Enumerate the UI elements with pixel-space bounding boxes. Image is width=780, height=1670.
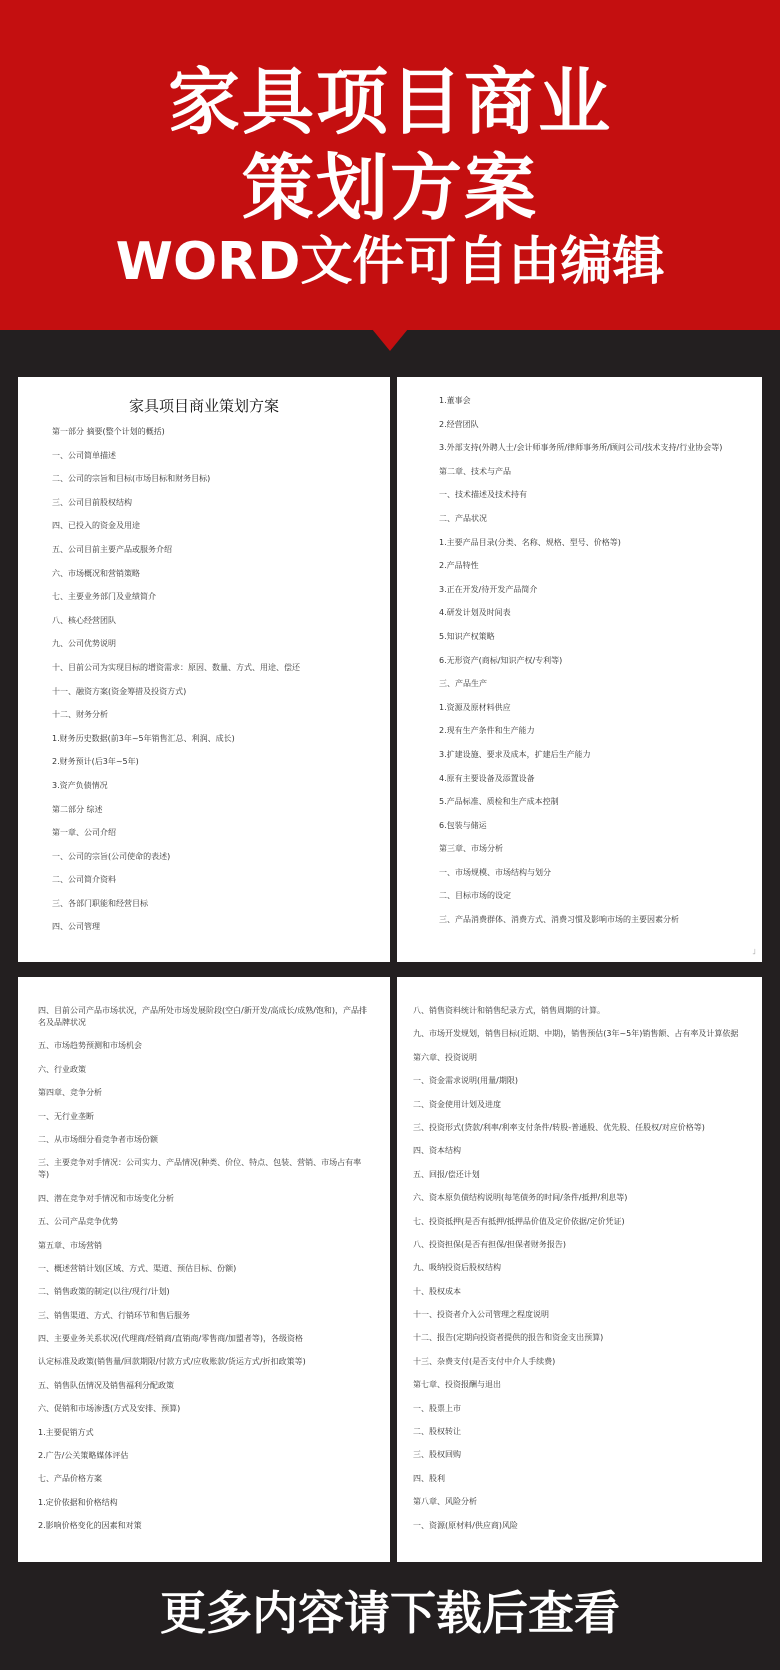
- document-line: 第二章、技术与产品: [439, 466, 511, 476]
- document-line: 2.现有生产条件和生产能力: [439, 726, 535, 736]
- page-lines: [439, 395, 746, 926]
- document-line: 5.知识产权策略: [439, 631, 495, 641]
- document-line: 五、公司产品竞争优势: [38, 1217, 118, 1227]
- document-line: 二、产品状况: [439, 513, 487, 523]
- document-line: 一、资金需求说明(用量/期限): [413, 1076, 518, 1086]
- document-line: 第三章、市场分析: [439, 844, 503, 854]
- document-line: 七、投资抵押(是否有抵押/抵押品价值及定价依据/定价凭证): [413, 1216, 625, 1226]
- document-line: 四、潜在竞争对手情况和市场变化分析: [38, 1193, 174, 1203]
- document-line: 1.财务历史数据(前3年~5年销售汇总、利润、成长): [52, 733, 235, 743]
- footer-cta-text: 更多内容请下载后查看: [160, 1586, 620, 1640]
- header-banner: [0, 0, 780, 330]
- document-line: 4.研发计划及时间表: [439, 608, 511, 618]
- document-line: 第七章、投资报酬与退出: [413, 1380, 501, 1390]
- document-line: 6.包装与储运: [439, 820, 487, 830]
- document-line: 五、回报/偿还计划: [413, 1169, 480, 1179]
- document-line: 二、公司简介资料: [52, 875, 116, 885]
- document-page-4: [397, 977, 762, 1562]
- document-line: 2.经营团队: [439, 419, 479, 429]
- document-line: 五、公司目前主要产品或服务介绍: [52, 544, 172, 554]
- document-line: 2.产品特性: [439, 561, 479, 571]
- document-line: 2.广告/公关策略媒体评估: [38, 1451, 129, 1461]
- document-line: 二、资金使用计划及进度: [413, 1099, 501, 1109]
- document-line: 四、股利: [413, 1473, 445, 1483]
- document-line: 三、股权回购: [413, 1450, 461, 1460]
- banner-title-line2: 策划方案: [241, 146, 538, 230]
- document-line: 1.资源及原材料供应: [439, 702, 511, 712]
- document-line: 3.扩建设施、要求及成本，扩建后生产能力: [439, 749, 591, 759]
- document-line: 七、主要业务部门及业绩简介: [52, 592, 156, 602]
- document-line: 六、行业政策: [38, 1064, 86, 1074]
- document-line: 一、技术描述及技术持有: [439, 490, 527, 500]
- document-line: 十一、投资者介入公司管理之程度说明: [413, 1310, 549, 1320]
- document-line: 第一部分 摘要(整个计划的概括): [52, 427, 165, 436]
- document-line: 一、股票上市: [413, 1403, 461, 1413]
- document-line: 七、产品价格方案: [38, 1474, 102, 1484]
- banner-pointer-arrow: [372, 329, 408, 351]
- document-line: 十、目前公司为实现目标的增资需求：原因、数量、方式、用途、偿还: [52, 662, 300, 672]
- document-line: 四、目前公司产品市场状况，产品所处市场发展阶段(空白/新开发/高成长/成熟/饱和)，产品排名及品牌状况: [38, 1006, 368, 1027]
- document-line: 二、股权转让: [413, 1427, 461, 1437]
- document-line: 二、从市场细分看竞争者市场份额: [38, 1134, 158, 1144]
- document-line: 第五章、市场营销: [38, 1240, 102, 1250]
- document-line: 九、吸纳投资后股权结构: [413, 1263, 501, 1273]
- document-line: 五、销售队伍情况及销售福利分配政策: [38, 1380, 174, 1390]
- document-line: 十三、杂费支付(是否支付中介人手续费): [413, 1356, 556, 1366]
- document-line: 1.主要促销方式: [38, 1427, 94, 1437]
- document-line: 一、公司简单描述: [52, 450, 116, 460]
- page-lines: [52, 426, 368, 933]
- document-line: 1.董事会: [439, 396, 471, 405]
- document-line: 三、产品消费群体、消费方式、消费习惯及影响市场的主要因素分析: [439, 915, 679, 925]
- document-line: 三、各部门职能和经营目标: [52, 898, 148, 908]
- document-line: 第八章、风险分析: [413, 1497, 477, 1507]
- document-line: 1.主要产品目录(分类、名称、规格、型号、价格等): [439, 537, 621, 547]
- document-line: 四、公司管理: [52, 922, 100, 932]
- document-line: 三、产品生产: [439, 679, 487, 689]
- document-line: 十一、融资方案(资金筹措及投资方式): [52, 686, 187, 696]
- document-line: 六、促销和市场渗透(方式及安排、预算): [38, 1404, 181, 1414]
- document-line: 十、股权成本: [413, 1286, 461, 1296]
- document-line: 2.影响价格变化的因素和对策: [38, 1521, 142, 1531]
- document-page-2: [397, 377, 762, 962]
- document-line: 三、主要竞争对手情况：公司实力、产品情况(种类、价位、特点、包装、营销、市场占有率等): [38, 1158, 362, 1180]
- document-line: 第二部分 综述: [52, 804, 103, 814]
- document-line: 第六章、投资说明: [413, 1052, 477, 1062]
- document-line: 八、投资担保(是否有担保/担保者财务报告): [413, 1239, 566, 1249]
- document-line: 三、销售渠道、方式、行销环节和售后服务: [38, 1310, 190, 1320]
- document-line: 一、市场规模、市场结构与划分: [439, 867, 551, 877]
- document-page-1: [18, 377, 390, 962]
- document-line: 八、销售资料统计和销售纪录方式，销售周期的计算。: [413, 1006, 605, 1015]
- document-line: 一、概述营销计划(区域、方式、渠道、预估目标、份额): [38, 1263, 237, 1273]
- document-line: 四、资本结构: [413, 1146, 461, 1156]
- page-lines: [38, 1005, 372, 1532]
- document-line: 三、投资形式(贷款/利率/利率支付条件/转股-普通股、优先股、任股权/对应价格等): [413, 1122, 705, 1132]
- document-line: 3.外部支持(外聘人士/会计师事务所/律师事务所/顾问公司/技术支持/行业协会等): [439, 443, 723, 453]
- document-line: 认定标准及政策(销售量/回款期限/付款方式/应收账款/货运方式/折扣政策等): [38, 1357, 306, 1367]
- page-corner-mark: ˩: [752, 947, 756, 956]
- document-line: 六、资本原负债结构说明(每笔债务的时间/条件/抵押/利息等): [413, 1193, 628, 1203]
- document-line: 九、市场开发规划，销售目标(近期、中期)，销售预估(3年~5年)销售额、占有率及计算依据: [413, 1029, 739, 1039]
- document-line: 四、主要业务关系状况(代理商/经销商/直销商/零售商/加盟者等)，各级资格: [38, 1334, 304, 1344]
- document-line: 第一章、公司介绍: [52, 828, 116, 838]
- page-lines: [413, 1005, 748, 1532]
- document-line: 二、销售政策的制定(以往/现行/计划): [38, 1287, 170, 1297]
- document-line: 2.财务预计(后3年~5年): [52, 757, 139, 767]
- document-title: 家具项目商业策划方案: [128, 397, 279, 415]
- document-line: 3.资产负债情况: [52, 780, 108, 790]
- document-line: 6.无形资产(商标/知识产权/专利等): [439, 655, 563, 665]
- document-line: 八、核心经营团队: [52, 615, 116, 625]
- document-line: 二、目标市场的设定: [439, 891, 511, 901]
- document-line: 一、无行业垄断: [38, 1111, 94, 1121]
- document-line: 三、公司目前股权结构: [52, 497, 132, 507]
- banner-title-line1: 家具项目商业: [167, 60, 612, 144]
- document-line: 第四章、竞争分析: [38, 1088, 102, 1098]
- document-line: 一、公司的宗旨(公司使命的表述): [52, 851, 171, 861]
- document-line: 3.正在开发/待开发产品简介: [439, 584, 538, 594]
- banner-subtitle: WORD文件可自由编辑: [115, 232, 665, 292]
- document-line: 5.产品标准、质检和生产成本控制: [439, 797, 559, 807]
- document-line: 六、市场概况和营销策略: [52, 568, 140, 578]
- document-page-3: [18, 977, 390, 1562]
- document-line: 一、资源(原材料/供应商)风险: [413, 1520, 518, 1530]
- document-line: 4.原有主要设备及添置设备: [439, 773, 535, 783]
- document-line: 九、公司优势说明: [52, 639, 116, 649]
- document-line: 十二、报告(定期向投资者提供的报告和资金支出预算): [413, 1333, 604, 1343]
- document-line: 十二、财务分析: [52, 710, 108, 720]
- document-line: 1.定价依据和价格结构: [38, 1497, 118, 1507]
- document-line: 四、已投入的资金及用途: [52, 521, 140, 531]
- document-line: 二、公司的宗旨和目标(市场目标和财务目标): [52, 474, 211, 484]
- document-line: 五、市场趋势预测和市场机会: [38, 1041, 142, 1051]
